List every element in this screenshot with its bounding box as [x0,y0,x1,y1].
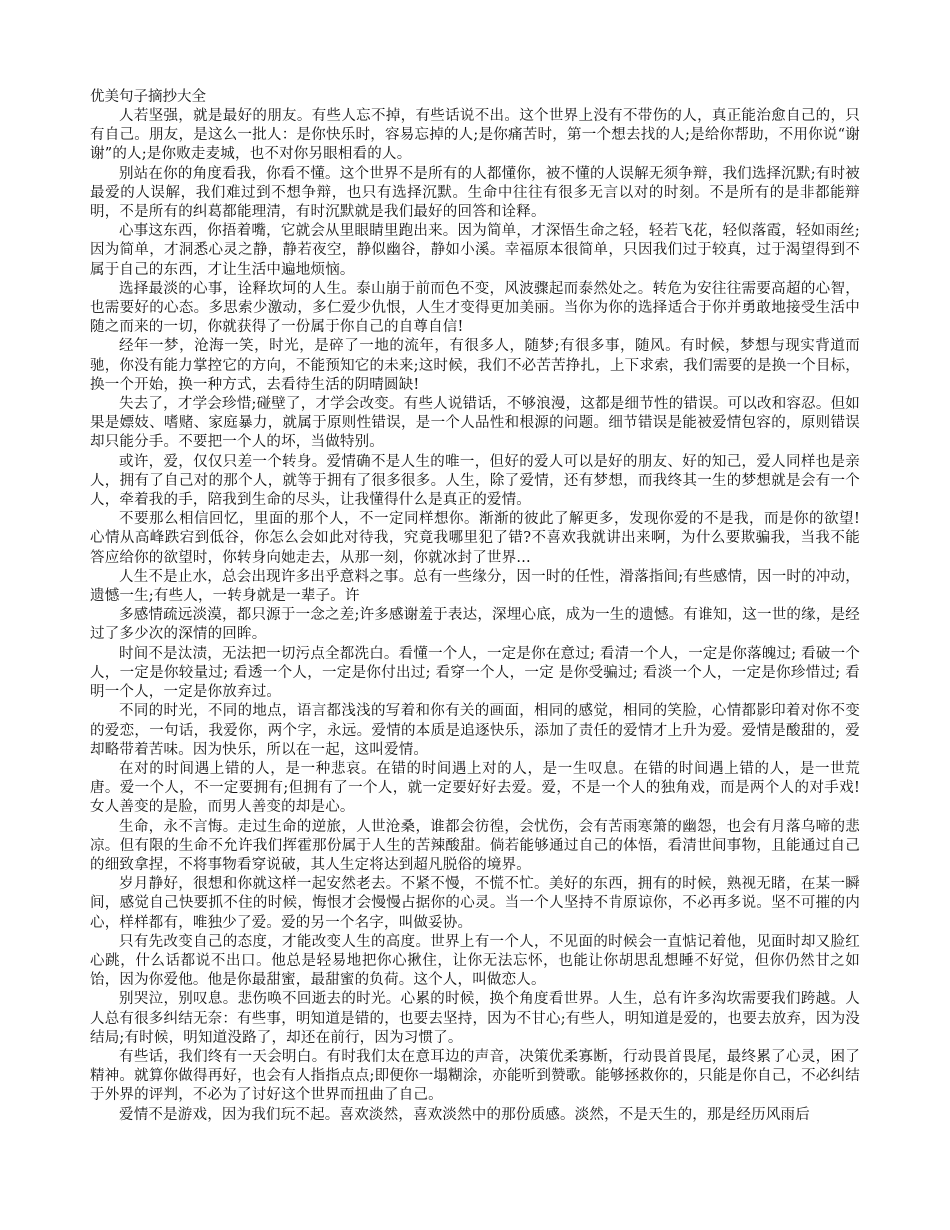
paragraph: 别哭泣，别叹息。悲伤唤不回逝去的时光。心累的时候，换个角度看世界。人生，总有许多沟坎需要我们跨越。人人总有很多纠结无奈：有些事，明知道是错的，也要去坚持，因为不甘心;有些人，明知道是爱的，也要去放弃，因为没结局;有时候，明知道没路了，却还在前行，因为习惯了。 [90,991,860,1046]
paragraph: 时间不是汰渍，无法把一切污点全都洗白。看懂一个人，一定是你在意过; 看清一个人，一定是你落魄过; 看破一个人，一定是你较量过; 看透一个人，一定是你付出过; 看穿一个人，一定 是你受骗过; 看淡一个人，一定是你珍惜过; 看明一个人，一定是你放弃过。 [90,645,860,701]
paragraph: 有些话，我们终有一天会明白。有时我们太在意耳边的声音，决策优柔寡断，行动畏首畏尾，最终累了心灵，困了精神。就算你做得再好，也会有人指指点点;即便你一塌糊涂，亦能听到赞歌。能够拯救你的，只能是你自己，不必纠结于外界的评判，不必为了讨好这个世界而扭曲了自己。 [90,1048,860,1104]
paragraph: 爱情不是游戏，因为我们玩不起。喜欢淡然，喜欢淡然中的那份质感。淡然，不是天生的，那是经历风雨后 [119,1106,810,1123]
paragraph: 心事这东西，你捂着嘴，它就会从里眼睛里跑出来。因为简单，才深悟生命之轻，轻若飞花，轻似落霞，轻如雨丝;因为简单，才洞悉心灵之静，静若夜空，静似幽谷，静如小溪。幸福原本很简单，只因我们过于较真，过于渴望得到不属于自己的东西，才让生活中遍地烦恼。 [90,223,860,278]
paragraph-list [90,107,860,1125]
paragraph: 不要那么相信回忆，里面的那个人，不一定同样想你。渐渐的彼此了解更多，发现你爱的不是我，而是你的欲望!心情从高峰跌宕到低谷，你怎么会如此对待我，究竟我哪里犯了错?不喜欢我就讲出来啊，为什么要欺骗我，当我不能答应给你的欲望时，你转身向她走去，从那一刻，你就冰封了世界… [90,511,860,566]
paragraph: 多感情疏远淡漠，都只源于一念之差;许多感谢羞于表达，深埋心底，成为一生的遗憾。有谁知，这一世的缘，是经过了多少次的深情的回眸。 [90,607,860,643]
paragraph: 岁月静好，很想和你就这样一起安然老去。不紧不慢，不慌不忙。美好的东西，拥有的时候，熟视无睹，在某一瞬间，感觉自己快要抓不住的时候，悔恨才会慢慢占据你的心灵。当一个人坚持不肯原谅你，不必再多说。坚不可摧的内心，样样都有，唯独少了爱。爱的另一个名字，叫做妥协。 [90,876,860,931]
paragraph: 别站在你的角度看我，你看不懂。这个世界不是所有的人都懂你，被不懂的人误解无须争辩，我们选择沉默;有时被最爱的人误解，我们难过到不想争辩，也只有选择沉默。生命中往往有很多无言以对的时刻。不是所有的是非都能辩明，不是所有的纠葛都能理清，有时沉默就是我们最好的回答和诠释。 [90,165,860,221]
paragraph: 失去了，才学会珍惜;碰壁了，才学会改变。有些人说错话，不够浪漫，这都是细节性的错误。可以改和容忍。但如果是嫖妓、嗜赌、家庭暴力，就属于原则性错误，是一个人品性和根源的问题。细节错误是能被爱情包容的，原则错误却只能分手。不要把一个人的坏，当做特别。 [90,396,860,451]
paragraph: 人生不是止水，总会出现许多出乎意料之事。总有一些缘分，因一时的任性，滑落指间;有些感情，因一时的冲动，遗憾一生;有些人，一转身就是一辈子。许 [90,568,860,605]
paragraph: 生命，永不言悔。走过生命的逆旅，人世沧桑，谁都会彷徨，会忧伤，会有苦雨寒箫的幽怨，也会有月落乌啼的悲凉。但有限的生命不允许我们挥霍那份属于人生的苦辣酸甜。倘若能够通过自己的体悟，看清世间事物，且能通过自己的细致拿捏，不将事物看穿说破，其人生定将达到超凡脱俗的境界。 [90,818,860,873]
paragraph: 选择最淡的心事，诠释坎坷的人生。泰山崩于前而色不变，风波骤起而泰然处之。转危为安往往需要高超的心智，也需要好的心态。多思索少激动，多仁爱少仇恨，人生才变得更加美丽。当你为你的选择适合于你并勇敢地接受生活中随之而来的一切，你就获得了一份属于你自己的自尊自信! [90,280,860,336]
paragraph: 在对的时间遇上错的人，是一种悲哀。在错的时间遇上对的人，是一生叹息。在错的时间遇上错的人，是一世荒唐。爱一个人，不一定要拥有;但拥有了一个人，就一定要好好去爱。爱，不是一个人的独角戏，而是两个人的对手戏!女人善变的是脸，而男人善变的却是心。 [90,760,860,816]
paragraph: 或许，爱，仅仅只差一个转身。爱情确不是人生的唯一，但好的爱人可以是好的朋友、好的知己，爱人同样也是亲人，拥有了自己对的那个人，就等于拥有了很多很多。人生，除了爱情，还有梦想，而我终其一生的梦想就是会有一个人，牵着我的手，陪我到生命的尽头，让我懂得什么是真正的爱情。 [90,453,860,509]
paragraph: 只有先改变自己的态度，才能改变人生的高度。世界上有一个人，不见面的时候会一直惦记着他，见面时却又脸红心跳，什么话都说不出口。他总是轻易地把你心揪住，让你无法忘怀，也能让你胡思乱想睡不好觉，但你仍然甘之如饴，因为你爱他。他是你最甜蜜，最甜蜜的负荷。这个人，叫做恋人。 [90,933,860,989]
paragraph: 人若坚强，就是最好的朋友。有些人忘不掉，有些话说不出。这个世界上没有不带伤的人，真正能治愈自己的，只有自己。朋友，是这么一批人：是你快乐时，容易忘掉的人;是你痛苦时，第一个想去找的人;是给你帮助，不用你说“谢谢”的人;是你败走麦城，也不对你另眼相看的人。 [90,108,860,163]
paragraph: 不同的时光，不同的地点，语言都浅浅的写着和你有关的画面，相同的感觉，相同的笑脸，心情都影印着对你不变的爱恋，一句话，我爱你，两个字，永远。爱情的本质是追逐快乐，添加了责任的爱情才上升为爱。爱情是酸甜的，爱却略带着苦味。因为快乐，所以在一起，这叫爱情。 [90,703,860,758]
paragraph: 经年一梦，沧海一笑，时光，是碎了一地的流年，有很多人，随梦;有很多事，随风。有时候，梦想与现实背道而驰，你没有能力掌控它的方向，不能预知它的未来;这时候，我们不必苦苦挣扎，上下求索，我们需要的是换一个目标，换一个开始，换一种方式，去看待生活的阴晴圆缺! [90,338,860,393]
document-page [90,88,860,1125]
document-title: 优美句子摘抄大全 [90,89,206,105]
